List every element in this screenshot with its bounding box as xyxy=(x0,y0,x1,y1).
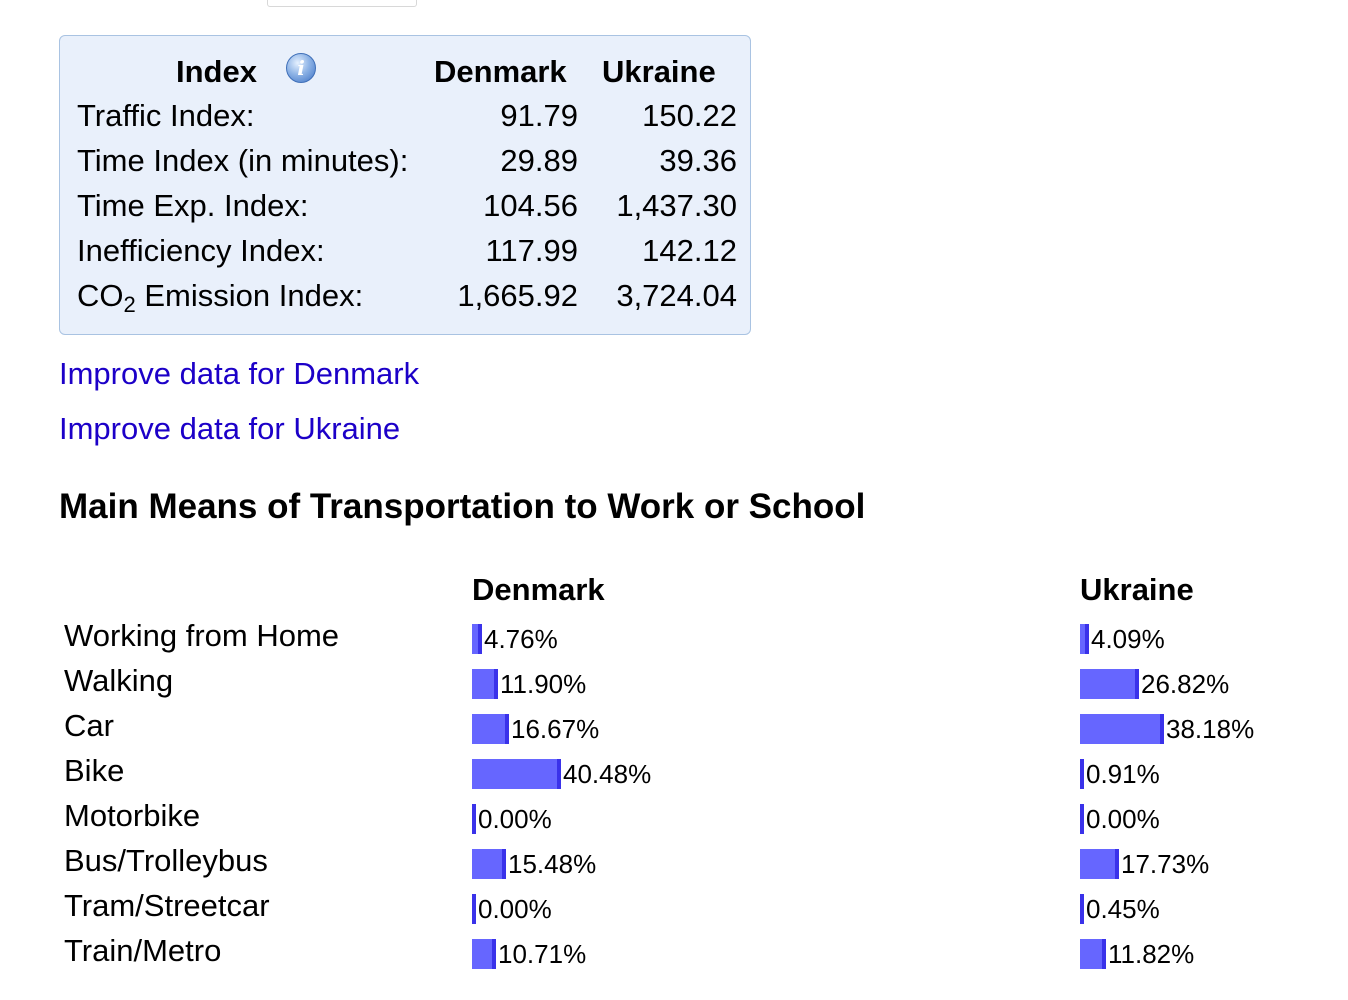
transport-denmark-cell xyxy=(472,938,586,970)
row-label: Time Index (in minutes): xyxy=(77,143,409,178)
transport-mode-label: Motorbike xyxy=(64,798,201,833)
ukraine-value: 1,437.30 xyxy=(616,188,737,223)
transport-ukraine-header: Ukraine xyxy=(1080,572,1194,607)
percent-value: 26.82% xyxy=(1141,669,1230,699)
traffic-index-table xyxy=(59,35,751,335)
ukraine-header: Ukraine xyxy=(602,54,716,89)
transport-mode-label: Car xyxy=(64,708,114,743)
transport-mode-label: Working from Home xyxy=(64,618,340,653)
percent-value: 11.82% xyxy=(1108,939,1195,969)
transport-ukraine-cell xyxy=(1080,623,1165,655)
row-label: Time Exp. Index: xyxy=(77,188,309,223)
transport-mode-label: Bus/Trolleybus xyxy=(64,843,268,878)
percent-value: 0.00% xyxy=(478,894,552,924)
row-label: Inefficiency Index: xyxy=(77,233,325,268)
transport-ukraine-cell xyxy=(1080,668,1229,700)
percent-value: 4.76% xyxy=(484,624,558,654)
percent-bar xyxy=(1080,759,1084,789)
info-icon[interactable]: i xyxy=(286,53,316,83)
transport-denmark-cell xyxy=(472,668,586,700)
percent-value: 0.00% xyxy=(1086,804,1160,834)
transport-section-title: Main Means of Transportation to Work or School xyxy=(59,487,866,526)
percent-bar xyxy=(472,669,498,699)
denmark-value: 29.89 xyxy=(500,143,578,178)
transport-ukraine-cell xyxy=(1080,848,1209,880)
percent-bar xyxy=(472,804,476,834)
percent-bar xyxy=(472,849,506,879)
ukraine-value: 150.22 xyxy=(642,98,737,133)
ukraine-value: 142.12 xyxy=(642,233,737,268)
transport-denmark-header: Denmark xyxy=(472,572,605,607)
percent-value: 10.71% xyxy=(498,939,587,969)
percent-value: 38.18% xyxy=(1166,714,1255,744)
percent-value: 17.73% xyxy=(1121,849,1210,879)
co2-emission-index-row xyxy=(77,276,741,316)
percent-value: 16.67% xyxy=(511,714,600,744)
transport-ukraine-cell xyxy=(1080,938,1194,970)
transport-mode-label: Bike xyxy=(64,753,125,788)
top-control-stub xyxy=(267,0,417,7)
transport-denmark-cell xyxy=(472,848,596,880)
row-label: Traffic Index: xyxy=(77,98,255,133)
transport-mode-label: Tram/Streetcar xyxy=(64,888,270,923)
transport-mode-label: Walking xyxy=(64,663,174,698)
percent-bar xyxy=(472,939,496,969)
transport-ukraine-cell xyxy=(1080,803,1160,835)
percent-bar xyxy=(1080,624,1089,654)
percent-bar xyxy=(472,759,561,789)
transport-mode-label: Train/Metro xyxy=(64,933,222,968)
percent-bar xyxy=(1080,804,1084,834)
transport-denmark-cell xyxy=(472,893,552,925)
transport-denmark-cell xyxy=(472,623,558,655)
time-exp-index-row xyxy=(77,186,741,226)
denmark-value: 104.56 xyxy=(483,188,578,223)
percent-bar xyxy=(1080,669,1139,699)
transport-ukraine-cell xyxy=(1080,713,1254,745)
time-index-row xyxy=(77,141,741,181)
percent-value: 0.45% xyxy=(1086,894,1160,924)
improve-data-denmark-link[interactable]: Improve data for Denmark xyxy=(59,356,420,391)
percent-value: 11.90% xyxy=(500,669,587,699)
transport-ukraine-cell xyxy=(1080,893,1160,925)
denmark-value: 1,665.92 xyxy=(457,278,578,313)
percent-value: 4.09% xyxy=(1091,624,1165,654)
percent-bar xyxy=(1080,894,1084,924)
percent-value: 0.00% xyxy=(478,804,552,834)
inefficiency-index-row xyxy=(77,231,741,271)
transport-denmark-cell xyxy=(472,803,552,835)
percent-bar xyxy=(472,624,482,654)
ukraine-value: 39.36 xyxy=(659,143,737,178)
percent-bar xyxy=(1080,714,1164,744)
transport-ukraine-cell xyxy=(1080,758,1160,790)
percent-value: 0.91% xyxy=(1086,759,1160,789)
percent-bar xyxy=(472,714,509,744)
transport-denmark-cell xyxy=(472,713,599,745)
ukraine-value: 3,724.04 xyxy=(616,278,737,313)
denmark-value: 91.79 xyxy=(500,98,578,133)
percent-bar xyxy=(472,894,476,924)
improve-data-ukraine-link[interactable]: Improve data for Ukraine xyxy=(59,411,401,446)
denmark-header: Denmark xyxy=(434,54,567,89)
index-header: Index xyxy=(176,54,257,89)
denmark-value: 117.99 xyxy=(485,233,578,268)
percent-bar xyxy=(1080,939,1106,969)
transport-denmark-cell xyxy=(472,758,651,790)
percent-value: 40.48% xyxy=(563,759,652,789)
percent-value: 15.48% xyxy=(508,849,597,879)
percent-bar xyxy=(1080,849,1119,879)
traffic-index-row xyxy=(77,96,741,136)
row-label: $CO_2$ Emission Index: xyxy=(77,278,364,317)
